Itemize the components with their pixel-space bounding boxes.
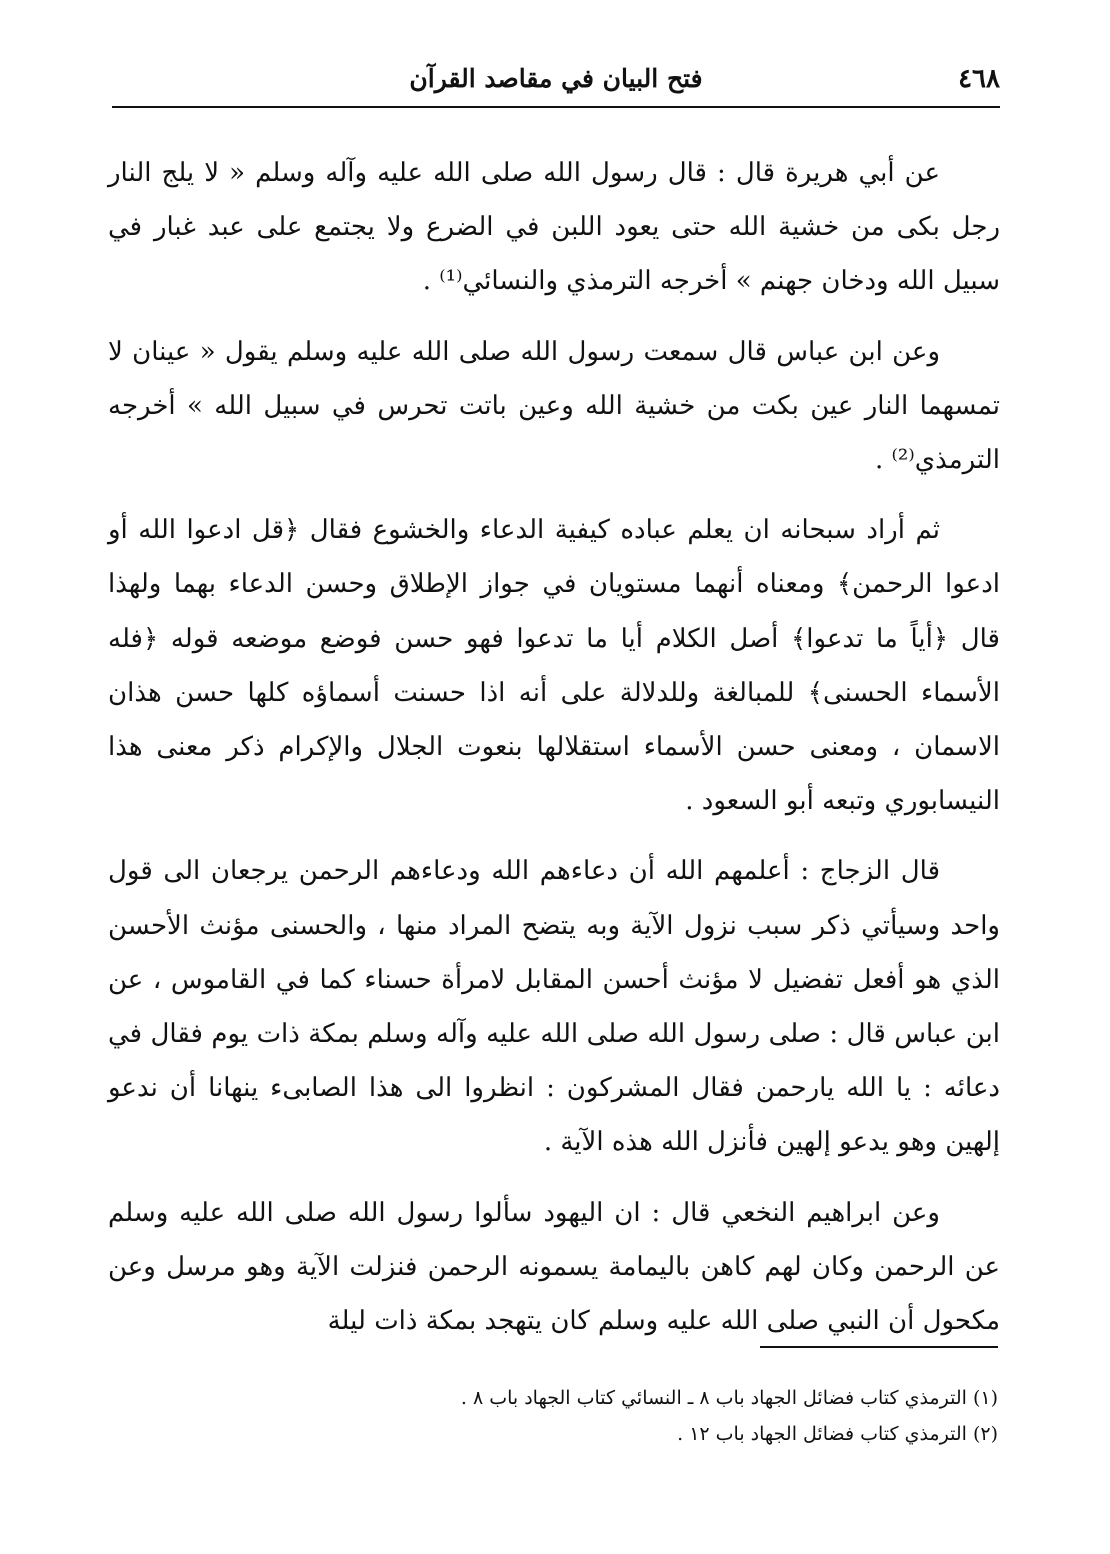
paragraph-4: قال الزجاج : أعلمهم الله أن دعاءهم الله ودعاءهم الرحمن يرجعان الى قول واحد وسيأتي ذكر سبب نزول الآية وبه يتضح المراد منها ، والحسنى مؤنث الأحسن الذي هو أفعل تفضيل لا مؤنث أحسن المقابل لامرأة حسناء كما في القاموس ، عن ابن عباس قال : صلى رسول الله صلى الله عليه وآله وسلم بمكة ذات يوم فقال في دعائه : يا الله يارحمن فقال المشركون : انظروا الى هذا الصابىء ينهانا أن ندعو إلهين وهو يدعو إلهين فأنزل الله هذه الآية . [108,856,1000,1158]
footnote-2: (٢) الترمذي كتاب فضائل الجهاد باب ١٢ . [677,1423,998,1445]
footnotes [300,1380,998,1452]
page-number: ٤٦٨ [958,64,1000,94]
paragraph-3: ثم أراد سبحانه ان يعلم عباده كيفية الدعاء والخشوع فقال ﴿قل ادعوا الله أو ادعوا الرحمن﴾ ومعناه أنهما مستويان في جواز الإطلاق وحسن الدعاء بهما ولهذا قال ﴿أياً ما تدعوا﴾ أصل الكلام أيا ما تدعوا فهو حسن فوضع موضعه قوله ﴿فله الأسماء الحسنى﴾ للمبالغة وللدلالة على أنه اذا حسنت أسماؤه كلها حسن هذان الاسمان ، ومعنى حسن الأسماء استقلالها بنعوت الجلال والإكرام ذكر معنى هذا النيسابوري وتبعه أبو السعود . [108,515,1000,817]
main-text [108,146,1000,1364]
footnote-rule [760,1346,998,1348]
page-header [112,58,1000,108]
paragraph-1: عن أبي هريرة قال : قال رسول الله صلى الله عليه وآله وسلم « لا يلج النار رجل بكى من خشية الله حتى يعود اللبن في الضرع ولا يجتمع على عبد غبار في سبيل الله ودخان جهنم » أخرجه الترمذي والنسائي⁽¹⁾ . [108,158,1000,297]
footnote-1: (١) الترمذي كتاب فضائل الجهاد باب ٨ ـ النسائي كتاب الجهاد باب ٨ . [460,1387,998,1409]
paragraph-5: وعن ابراهيم النخعي قال : ان اليهود سألوا رسول الله صلى الله عليه وسلم عن الرحمن وكان لهم كاهن باليمامة يسمونه الرحمن فنزلت الآية وهو مرسل وعن مكحول أن النبي صلى الله عليه وسلم كان يتهجد بمكة ذات ليلة [108,1197,1000,1337]
header-rule [112,106,1000,108]
paragraph-2: وعن ابن عباس قال سمعت رسول الله صلى الله عليه وسلم يقول « عينان لا تمسهما النار عين بكت من خشية الله وعين باتت تحرس في سبيل الله » أخرجه الترمذي⁽²⁾ . [108,336,1000,476]
running-title: فتح البيان في مقاصد القرآن [409,64,703,93]
